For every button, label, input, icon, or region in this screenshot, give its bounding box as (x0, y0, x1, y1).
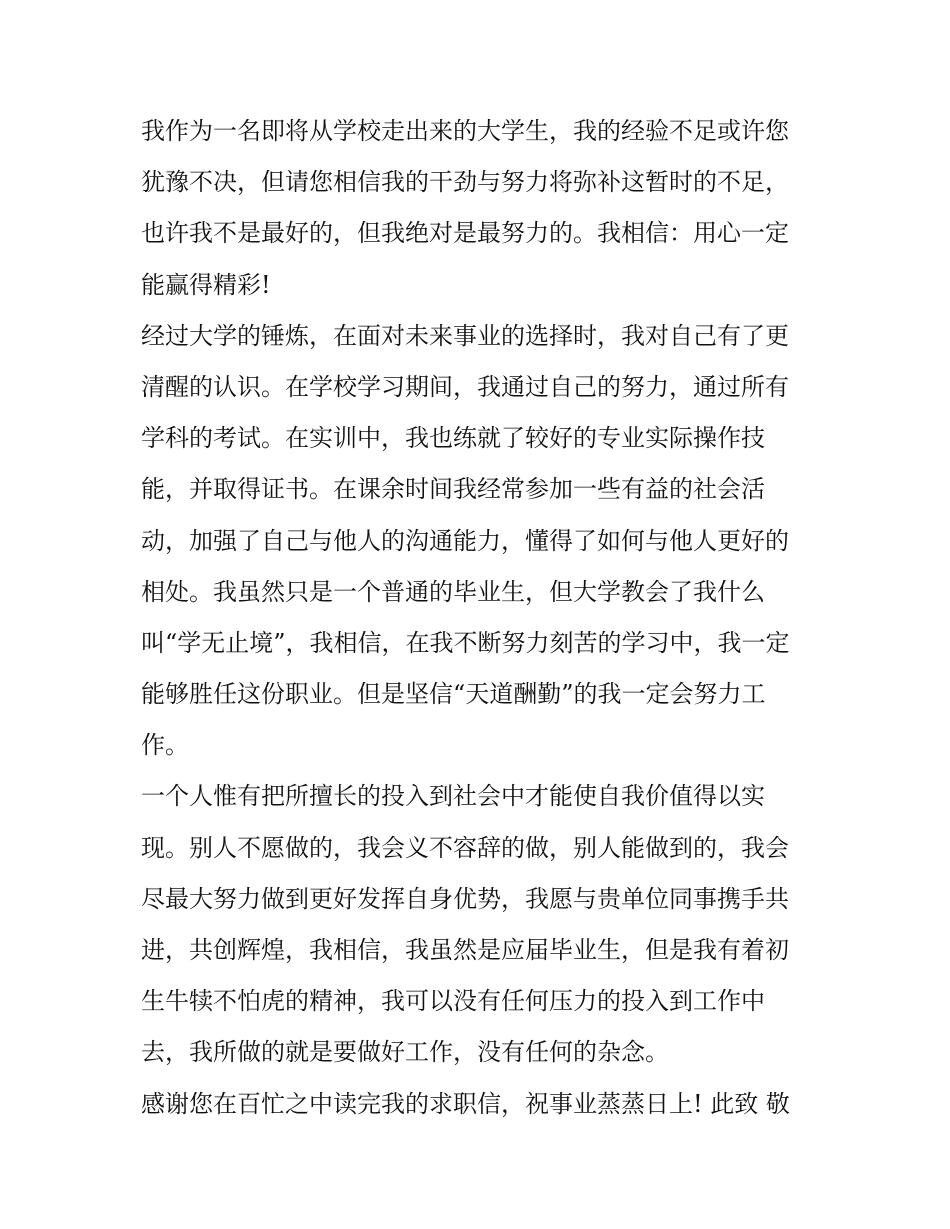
text-line: 感谢您在百忙之中读完我的求职信，祝事业蒸蒸日上! 此致 敬 (141, 1089, 790, 1118)
text-line: 能赢得精彩! (141, 270, 271, 299)
text-line: 尽最大努力做到更好发挥自身优势，我愿与贵单位同事携手共 (141, 884, 789, 913)
text-line: 能够胜任这份职业。但是坚信“天道酬勤”的我一定会努力工 (141, 680, 766, 709)
text-line: 经过大学的锤炼，在面对未来事业的选择时，我对自己有了更 (141, 321, 789, 350)
text-line: 作。 (141, 731, 189, 760)
text-line: 生牛犊不怕虎的精神，我可以没有任何压力的投入到工作中 (141, 987, 765, 1016)
text-line: 现。别人不愿做的，我会义不容辞的做，别人能做到的，我会 (141, 833, 789, 862)
text-line: 我作为一名即将从学校走出来的大学生，我的经验不足或许您 (141, 117, 789, 145)
text-line: 进，共创辉煌，我相信，我虽然是应届毕业生，但是我有着初 (141, 936, 789, 964)
text-line: 去，我所做的就是要做好工作，没有任何的杂念。 (141, 1038, 669, 1067)
text-line: 相处。我虽然只是一个普通的毕业生，但大学教会了我什么 (141, 577, 765, 606)
text-line: 清醒的认识。在学校学习期间，我通过自己的努力，通过所有 (141, 372, 789, 401)
text-line: 一个人惟有把所擅长的投入到社会中才能使自我价值得以实 (141, 782, 765, 811)
letter-body (141, 106, 821, 1130)
text-line: 叫“学无止境”，我相信，在我不断努力刻苦的学习中，我一定 (141, 628, 790, 657)
text-line: 能，并取得证书。在课余时间我经常参加一些有益的社会活 (141, 475, 765, 504)
text-line: 犹豫不决，但请您相信我的干劲与努力将弥补这暂时的不足， (141, 168, 789, 197)
text-line: 学科的考试。在实训中，我也练就了较好的专业实际操作技 (141, 424, 765, 453)
text-line: 也许我不是最好的，但我绝对是最努力的。我相信：用心一定 (141, 219, 789, 248)
text-line: 动，加强了自己与他人的沟通能力，懂得了如何与他人更好的 (141, 526, 789, 555)
